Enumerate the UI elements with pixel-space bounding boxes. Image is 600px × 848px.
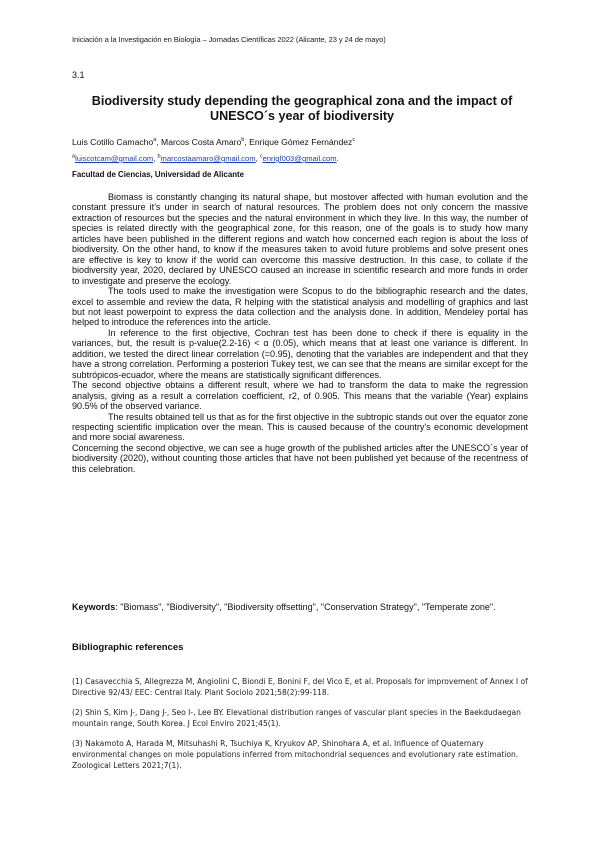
reference-item: (3) Nakamoto A, Harada M, Mitsuhashi R, Tsuchiya K, Kryukov AP, Shinohara A, et al. Influence of Quaternary environmental changes on mole populations inferred from mitochondrial sequences and evolutionary rate estimation. Zoological Letters 2021;7(1). (72, 739, 519, 770)
body-paragraph: The tools used to make the investigation were Scopus to do the bibliographic research and the dates, excel to assemble and review the data, R helping with the statistical analysis and modelling of graphics and last but not least powerpoint to express the data collection and the analysis done. In addition, Mendeley portal has helped to introduce the references into the article. (72, 286, 528, 328)
keywords (72, 602, 528, 613)
email-link[interactable]: enrigf003@gmail.com (262, 154, 337, 163)
running-header: Iniciación a la Investigación en Biología – Jornadas Científicas 2022 (Alicante, 23 y 24 de mayo) (72, 35, 386, 44)
bibliography-heading: Bibliographic references (72, 642, 184, 653)
email-list: $^a$luiscotcam@gmail.com, $^b$marcostaamaro@gmail.com, $^c$enrigf003@gmail.com. (72, 153, 339, 163)
affiliation: Facultad de Ciencias, Universidad de Alicante (72, 170, 245, 179)
email-link[interactable]: marcostaamaro@gmail.com (160, 154, 256, 163)
reference-item: (1) Casavecchia S, Allegrezza M, Angiolini C, Biondi E, Bonini F, del Vico E, et al. Proposals for improvement of Annex I of Directive 92/43/ EEC: Central Italy. Plant Sociolo 2021;58(2):99-118. (72, 677, 528, 697)
reference-list (72, 676, 528, 780)
paper-title: Biodiversity study depending the geographical zona and the impact of UNESCO´s year of biodiversity (91, 94, 513, 123)
keywords-label: Keywords (72, 602, 116, 612)
reference-item: (2) Shin S, Kim J-, Dang J-, Seo I-, Lee BY. Elevational distribution ranges of vascular plant species in the Baekdudaegan mountain range, South Korea. J Ecol Enviro 2021;45(1). (72, 708, 521, 728)
email-link[interactable]: luiscotcam@gmail.com (75, 154, 154, 163)
body-paragraph: The second objective obtains a different result, where we had to transform the data to make the regression analysis, giving as a result a correlation coefficient, r2, of 0.905. This means that the variable (Year) explains 90.5% of the observed variance. (72, 380, 528, 412)
keywords-text: : "Biomass", "Biodiversity", "Biodiversity offsetting", "Conservation Strategy", "Temperate zone". (115, 602, 496, 612)
author: Enrique Gómez Fernández$^c$ (249, 137, 356, 147)
body-paragraph: Concerning the second objective, we can see a huge growth of the published articles after the UNESCO´s year of biodiversity (2020), without counting those articles that have not been published yet because of the recentness of this celebration. (72, 442, 528, 474)
author: Marcos Costa Amaro$^b$, (161, 137, 250, 147)
author-list (72, 137, 542, 147)
body-paragraph: Biomass is constantly changing its natural shape, but mostover affected with human evolution and the constant pressure it's under in search of natural resources. The problem does not only concern the massive extraction of resources but the species and the natural environment in which they live. In this way, the number of species is related directly with the geographical zone, for this reason, one of the goals is to study how many articles have been published in the different regions and watch how concerned each region is about the loss of biodiversity. On the other hand, to know if the measures taken to avoid future problems and solve present ones are effective is key to know if the world can overcome this massive destruction. In this case, to collate if the biodiversity year, 2020, declared by UNESCO caused an increase in scientific research and more funds in order to investigate and preserve the ecology. (72, 192, 528, 286)
author: Luis Cotillo Camacho$^a$, (72, 137, 162, 147)
body-paragraph: The results obtained tell us that as for the first objective in the subtropic stands out over the equator zone respecting scientific implication over the mean. This is caused because of the country's economic development and more social awareness. (72, 411, 528, 443)
body-paragraph: In reference to the first objective, Cochran test has been done to check if there is equality in the variances, but, the result is p-value(2.2-16) < α (0.05), which means that at least one variance is different. In addition, we tested the direct linear correlation (=0.95), denoting that the variables are independent and that they have a strong correlation. Performing a posteriori Tukey test, we can see that the means are similar except for the subtrópicos-ecuador, where the means are statistically significant differences. (72, 327, 528, 380)
abstract-body (72, 192, 528, 474)
section-number: 3.1 (72, 70, 85, 80)
